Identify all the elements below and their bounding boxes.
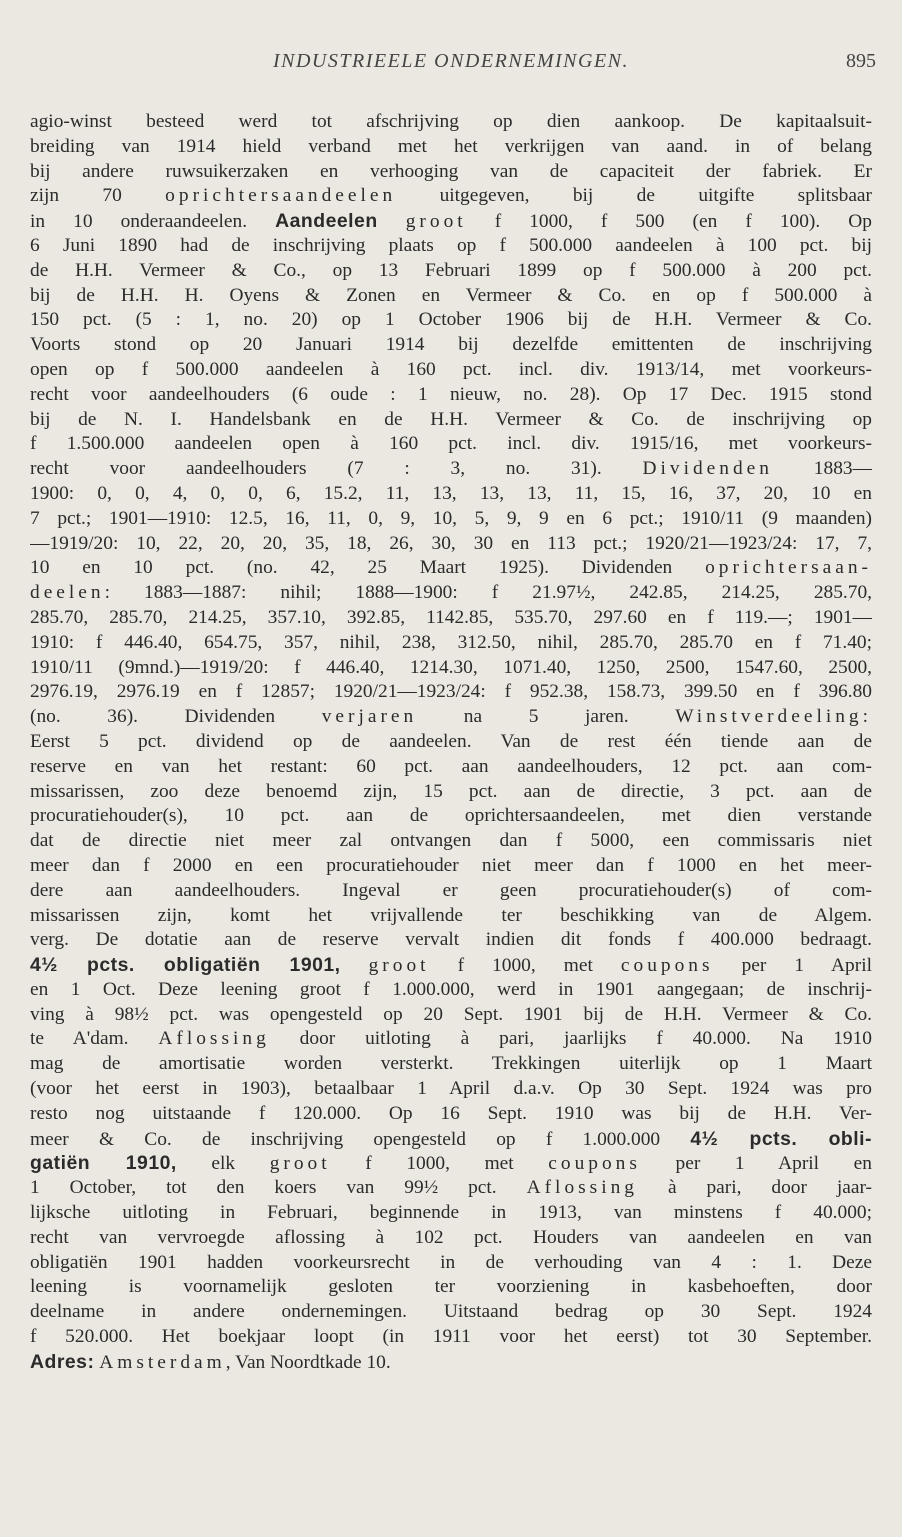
spaced-emphasis-text: Aflossing [526,1177,639,1199]
spaced-emphasis-text: groot [405,211,467,233]
text-line [30,234,872,259]
text-line [30,1300,872,1325]
text-segment: , Van Noordtkade 10. [225,1351,391,1373]
text-segment: dere aan aandeelhouders. Ingeval er geen procuratiehouder(s) of com- [30,879,872,901]
text-segment: 1910: f 446.40, 654.75, 357, nihil, 238, 312.50, nihil, 285.70, 285.70 en f 71.40; [30,631,872,653]
text-line [30,1052,872,1077]
text-line [30,978,872,1003]
text-line [30,408,872,433]
text-line [30,160,872,185]
text-line [30,1201,872,1226]
text-segment: 1900: 0, 0, 4, 0, 0, 6, 15.2, 11, 13, 13, 13, 11, 15, 16, 37, 20, 10 en [30,482,872,504]
text-segment: te A'dam. [30,1028,159,1050]
text-line [30,606,872,631]
text-segment: 7 pct.; 1901—1910: 12.5, 16, 11, 0, 9, 10, 5, 9, 9 en 6 pct.; 1910/11 (9 maanden) [30,507,872,529]
text-segment: meer & Co. de inschrijving opengesteld op f 1.000.000 [30,1128,691,1150]
text-segment: per 1 April [713,955,872,977]
text-line [30,928,872,953]
text-segment: door uitloting à pari, jaarlijks f 40.000. Na 1910 [269,1028,872,1050]
spaced-emphasis-text: coupons [620,955,714,977]
page-number: 895 [846,50,876,72]
bold-heading-text: Adres: [30,1350,95,1373]
text-line [30,1102,872,1127]
spaced-emphasis-text: coupons [548,1153,641,1175]
spaced-emphasis-text: oprichtersaan- [705,557,872,579]
text-segment: per 1 April en [640,1153,872,1175]
text-segment: bij andere ruwsuikerzaken en verhooging van de capaciteit der fabriek. Er [30,160,872,182]
text-segment: na 5 jaren. [417,706,676,728]
text-segment: dat de directie niet meer zal ontvangen dan f 5000, een commissaris niet [30,830,872,852]
text-segment: 150 pct. (5 : 1, no. 20) op 1 October 1906 bij de H.H. Vermeer & Co. [30,309,872,331]
text-segment: —1919/20: 10, 22, 20, 20, 35, 18, 26, 30, 30 en 113 pct.; 1920/21—1923/24: 17, 7, [30,532,872,554]
text-segment: f 1000, f 500 (en f 100). Op [466,211,872,233]
text-segment: bij de N. I. Handelsbank en de H.H. Vermeer & Co. de inschrijving op [30,408,872,430]
spaced-emphasis-text: Dividenden [642,458,773,480]
text-line [30,656,872,681]
text-segment: de H.H. Vermeer & Co., op 13 Februari 1899 op f 500.000 à 200 pct. [30,259,872,281]
text-segment: deelname in andere ondernemingen. Uitstaand bedrag op 30 Sept. 1924 [30,1301,872,1323]
spaced-emphasis-text: deelen [30,582,105,604]
text-segment: 2976.19, 2976.19 en f 12857; 1920/21—1923/24: f 952.38, 158.73, 399.50 en f 396.80 [30,681,872,703]
text-line [30,1003,872,1028]
text-segment: lijksche uitloting in Februari, beginnende in 1913, van minstens f 40.000; [30,1202,872,1224]
text-line [30,209,872,234]
text-line [30,184,872,209]
text-line [30,804,872,829]
text-segment: ving à 98½ pct. was opengesteld op 20 Sept. 1901 bij de H.H. Vermeer & Co. [30,1003,872,1025]
text-line [30,780,872,805]
text-segment: 1883— [772,458,872,480]
text-segment: open op f 500.000 aandeelen à 160 pct. incl. div. 1913/14, met voorkeurs- [30,358,872,380]
text-segment: reserve en van het restant: 60 pct. aan aandeelhouders, 12 pct. aan com- [30,755,872,777]
text-line [30,259,872,284]
text-line [30,879,872,904]
text-segment: (no. 36). Dividenden [30,706,322,728]
text-line [30,953,872,978]
text-line [30,1275,872,1300]
text-segment: 1 October, tot den koers van 99½ pct. [30,1177,527,1199]
text-line [30,532,872,557]
text-segment: elk [176,1153,270,1175]
text-line [30,631,872,656]
text-segment: f 1.500.000 aandeelen open à 160 pct. incl. div. 1915/16, met voorkeurs- [30,433,872,455]
text-segment: 285.70, 285.70, 214.25, 357.10, 392.85, 1142.85, 535.70, 297.60 en f 119.—; 1901— [30,606,872,628]
text-segment: f 1000, met [429,955,621,977]
text-line [30,1151,872,1176]
text-segment: 6 Juni 1890 had de inschrijving plaats op f 500.000 aandeelen à 100 pct. bij [30,234,872,256]
text-line [30,755,872,780]
text-line [30,1027,872,1052]
text-line [30,680,872,705]
text-line [30,1176,872,1201]
text-line [30,854,872,879]
text-segment: procuratiehouder(s), 10 pct. aan de oprichtersaandeelen, met dien verstande [30,805,872,827]
text-segment: missarissen, zoo deze benoemd zijn, 15 pct. aan de directie, 3 pct. aan de [30,780,872,802]
text-segment: à pari, door jaar- [638,1177,872,1199]
text-segment: (voor het eerst in 1903), betaalbaar 1 April d.a.v. Op 30 Sept. 1924 was pro [30,1078,872,1100]
text-line [30,383,872,408]
text-line [30,507,872,532]
bold-heading-text: Aandeelen [275,210,378,233]
spaced-emphasis-text: Winstverdeeling: [675,706,872,728]
text-segment [378,211,406,232]
text-line [30,284,872,309]
text-line [30,730,872,755]
text-segment: leening is voornamelijk gesloten ter voorziening in kasbehoeften, door [30,1276,872,1298]
text-segment: f 1000, met [330,1153,549,1175]
text-segment: zijn 70 [30,185,166,207]
text-segment [341,955,369,976]
text-segment: bij de H.H. H. Oyens & Zonen en Vermeer & Co. en op f 500.000 à [30,284,872,306]
text-line [30,1077,872,1102]
spaced-emphasis-text: Aflossing [158,1028,270,1050]
text-line [30,556,872,581]
text-line [30,308,872,333]
text-line [30,1325,872,1350]
text-line [30,135,872,160]
bold-heading-text: gatiën 1910, [30,1152,177,1175]
body-text [30,110,872,1375]
text-line [30,333,872,358]
text-line [30,457,872,482]
page-header [0,50,902,80]
text-line [30,1226,872,1251]
text-line [30,581,872,606]
text-segment: Voorts stond op 20 Januari 1914 bij dezelfde emittenten de inschrijving [30,334,872,356]
text-segment: verg. De dotatie aan de reserve vervalt indien dit fonds f 400.000 bedraagt. [30,929,872,951]
text-line [30,1251,872,1276]
text-segment: uitgegeven, bij de uitgifte splitsbaar [396,185,872,207]
text-segment: Eerst 5 pct. dividend op de aandeelen. Van de rest één tiende aan de [30,730,872,752]
spaced-emphasis-text: groot [368,955,430,977]
text-line [30,904,872,929]
text-segment: obligatiën 1901 hadden voorkeursrecht in de verhouding van 4 : 1. Deze [30,1251,872,1273]
text-segment: missarissen zijn, komt het vrijvallende ter beschikking van de Algem. [30,904,872,926]
text-line [30,705,872,730]
text-segment: resto nog uitstaande f 120.000. Op 16 Sept. 1910 was bij de H.H. Ver- [30,1102,872,1124]
text-line [30,358,872,383]
text-segment: recht voor aandeelhouders (6 oude : 1 nieuw, no. 28). Op 17 Dec. 1915 stond [30,383,872,405]
text-line [30,829,872,854]
text-segment: agio-winst besteed werd tot afschrijving op dien aankoop. De kapitaalsuit- [30,111,872,132]
spaced-emphasis-text: groot [269,1153,331,1175]
text-segment: en 1 Oct. Deze leening groot f 1.000.000, werd in 1901 aangegaan; de inschrij- [30,978,872,1000]
text-line [30,1127,872,1152]
text-segment: recht van vervroegde aflossing à 102 pct. Houders van aandeelen en van [30,1226,872,1248]
running-head: INDUSTRIEELE ONDERNEMINGEN. [272,50,630,72]
spaced-emphasis-text: Amsterdam [99,1351,226,1373]
text-line [30,482,872,507]
text-segment: breiding van 1914 hield verband met het verkrijgen van aand. in of belang [30,135,872,157]
bold-heading-text: 4½ pcts. obligatiën 1901, [30,954,341,977]
text-segment: mag de amortisatie worden versterkt. Trekkingen uiterlijk op 1 Maart [30,1053,872,1075]
text-segment: 10 en 10 pct. (no. 42, 25 Maart 1925). Dividenden [30,557,706,579]
text-segment: recht voor aandeelhouders (7 : 3, no. 31). [30,458,643,480]
text-line [30,110,872,135]
bold-heading-text: 4½ pcts. obli- [690,1127,872,1150]
spaced-emphasis-text: oprichtersaandeelen [165,185,397,207]
text-line [30,432,872,457]
text-line [30,1350,872,1375]
text-segment: : 1883—1887: nihil; 1888—1900: f 21.97½, 242.85, 214.25, 285.70, [104,582,872,604]
text-segment: f 520.000. Het boekjaar loopt (in 1911 voor het eerst) tot 30 September. [30,1326,872,1348]
spaced-emphasis-text: verjaren [321,706,418,728]
text-segment: in 10 onderaandeelen. [30,211,276,233]
text-segment: 1910/11 (9mnd.)—1919/20: f 446.40, 1214.30, 1071.40, 1250, 2500, 1547.60, 2500, [30,656,872,678]
text-segment: meer dan f 2000 en een procuratiehouder niet meer dan f 1000 en het meer- [30,854,872,876]
